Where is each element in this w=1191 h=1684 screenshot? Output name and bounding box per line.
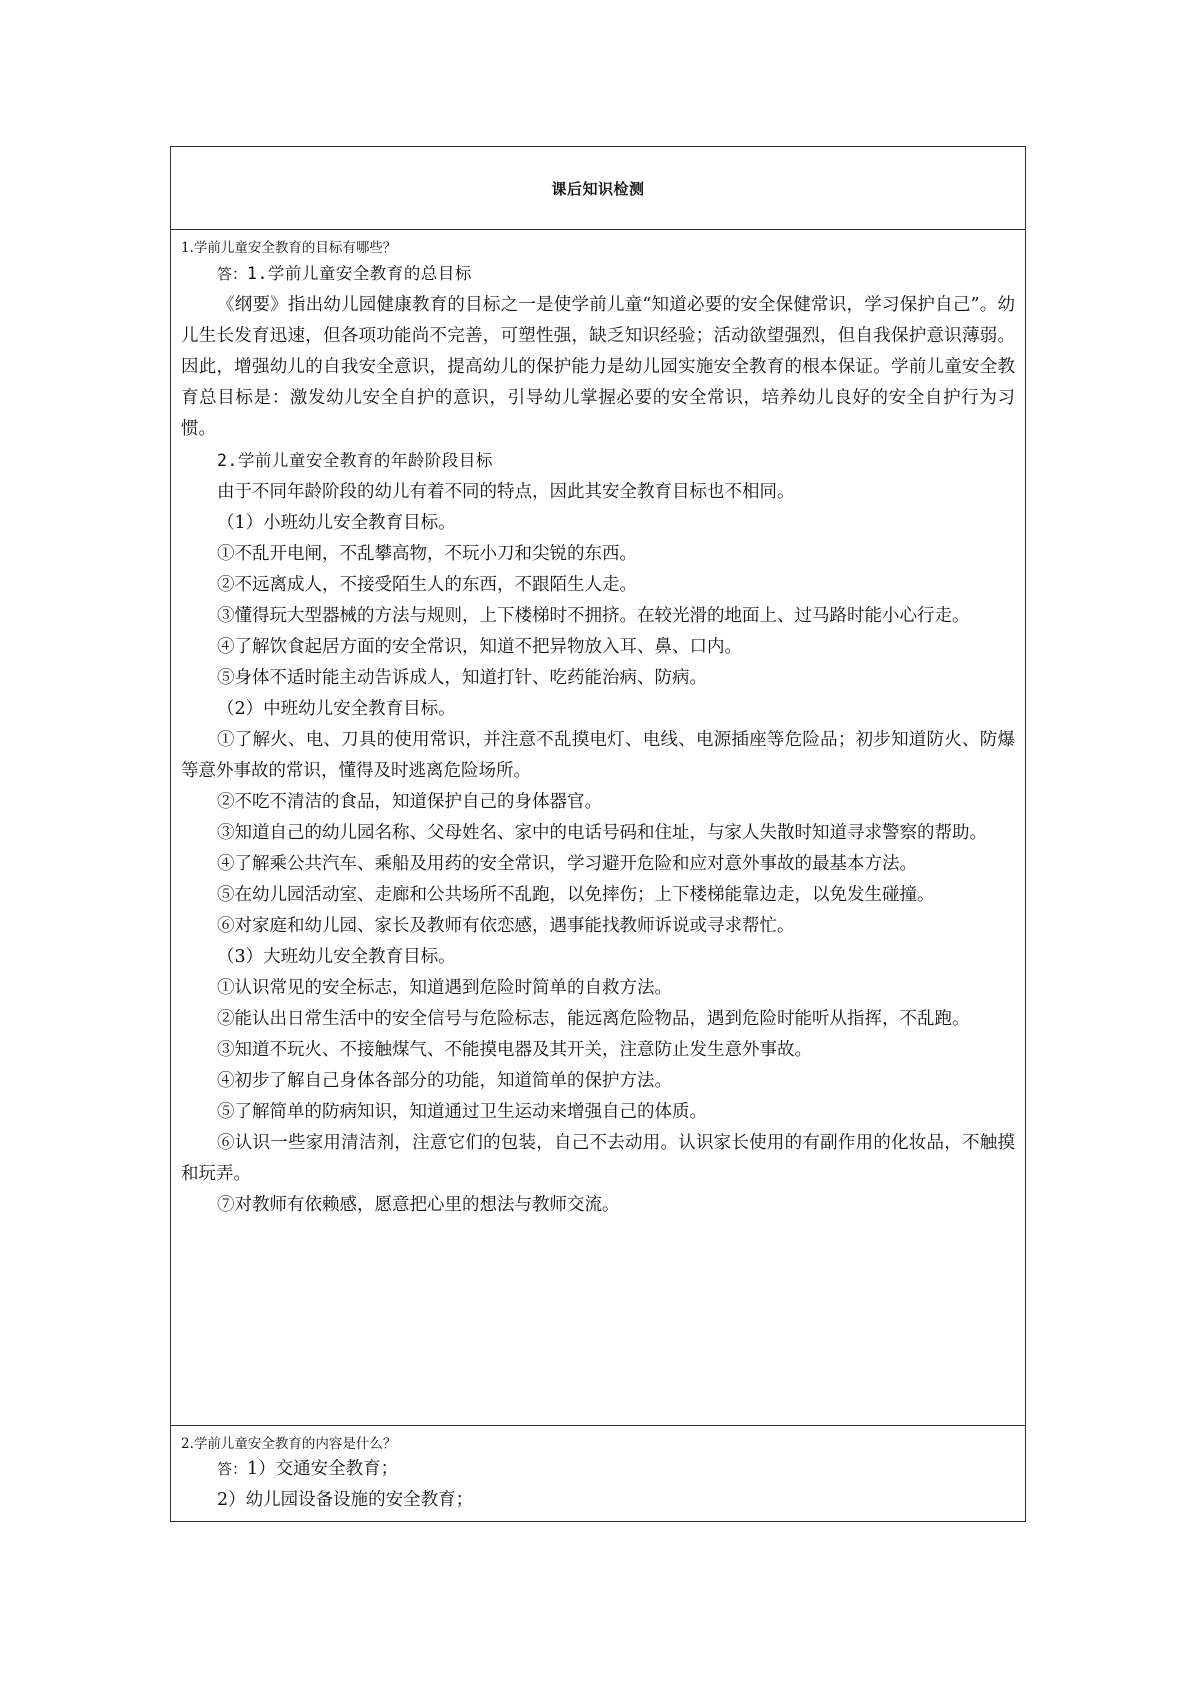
list-item: ⑤身体不适时能主动告诉成人，知道打针、吃药能治病、防病。 <box>217 668 707 688</box>
question2-text: 2.学前儿童安全教育的内容是什么？ <box>181 1436 397 1452</box>
section2-title: 2.学前儿童安全教育的年龄阶段目标 <box>217 451 493 470</box>
list-item: ②不吃不清洁的食品，知道保护自己的身体器官。 <box>217 792 602 812</box>
list-item: ⑥认识一些家用清洁剂，注意它们的包装，自己不去动用。认识家长使用的有副作用的化妆品，不触摸和玩弄。 <box>181 1133 1015 1184</box>
list-item: ⑦对教师有依赖感，愿意把心里的想法与教师交流。 <box>217 1195 620 1215</box>
table-title-row <box>171 147 1025 230</box>
question2-cell <box>171 1426 1025 1523</box>
large-class-title: （3）大班幼儿安全教育目标。 <box>217 947 456 967</box>
section1-title: 1.学前儿童安全教育的总目标 <box>247 264 472 283</box>
question1-text: 1.学前儿童安全教育的目标有哪些？ <box>181 240 397 256</box>
answer-prefix: 答： <box>217 265 248 283</box>
list-item: ①认识常见的安全标志，知道遇到危险时简单的自救方法。 <box>217 978 672 998</box>
small-class-title: （1）小班幼儿安全教育目标。 <box>217 513 456 533</box>
list-item: ④了解饮食起居方面的安全常识，知道不把异物放入耳、鼻、口内。 <box>217 637 742 657</box>
list-item: ⑥对家庭和幼儿园、家长及教师有依恋感，遇事能找教师诉说或寻求帮忙。 <box>217 916 795 936</box>
list-item: ⑤在幼儿园活动室、走廊和公共场所不乱跑，以免摔伤；上下楼梯能靠边走，以免发生碰撞。 <box>217 885 935 905</box>
list-item: 1）交通安全教育； <box>247 1459 399 1479</box>
middle-class-title: （2）中班幼儿安全教育目标。 <box>217 699 456 719</box>
section2-intro: 由于不同年龄阶段的幼儿有着不同的特点，因此其安全教育目标也不相同。 <box>217 482 795 502</box>
list-item: ①不乱开电闸，不乱攀高物，不玩小刀和尖锐的东西。 <box>217 544 637 564</box>
list-item: ②能认出日常生活中的安全信号与危险标志，能远离危险物品，遇到危险时能听从指挥，不乱跑。 <box>217 1009 970 1029</box>
table-title: 课后知识检测 <box>551 179 645 198</box>
list-item: ③知道不玩火、不接触煤气、不能摸电器及其开关，注意防止发生意外事故。 <box>217 1040 812 1060</box>
answer-prefix: 答： <box>217 1460 248 1478</box>
list-item: ③知道自己的幼儿园名称、父母姓名、家中的电话号码和住址，与家人失散时知道寻求警察的帮助。 <box>217 823 987 843</box>
question1-cell <box>171 230 1025 1426</box>
knowledge-check-table <box>170 146 1026 1522</box>
list-item: ⑤了解简单的防病知识，知道通过卫生运动来增强自己的体质。 <box>217 1102 707 1122</box>
question2-answer-line <box>181 1454 1015 1485</box>
list-item: ③懂得玩大型器械的方法与规则，上下楼梯时不拥挤。在较光滑的地面上、过马路时能小心行走。 <box>217 606 970 626</box>
section2-title-line <box>181 445 1015 477</box>
list-item: 2）幼儿园设备设施的安全教育； <box>217 1490 474 1510</box>
list-item: ④初步了解自己身体各部分的功能，知道简单的保护方法。 <box>217 1071 672 1091</box>
list-item: ②不远离成人，不接受陌生人的东西，不跟陌生人走。 <box>217 575 637 595</box>
question1-answer-heading <box>181 258 1015 290</box>
list-item: ④了解乘公共汽车、乘船及用药的安全常识，学习避开危险和应对意外事故的最基本方法。 <box>217 854 917 874</box>
list-item: ①了解火、电、刀具的使用常识，并注意不乱摸电灯、电线、电源插座等危险品；初步知道防火、防爆等意外事故的常识，懂得及时逃离危险场所。 <box>181 730 1015 781</box>
section1-paragraph: 《纲要》指出幼儿园健康教育的目标之一是使学前儿童“知道必要的安全保健常识，学习保护自己”。幼儿生长发育迅速，但各项功能尚不完善，可塑性强，缺乏知识经验；活动欲望强烈，但自我保护意识薄弱。因此，增强幼儿的自我安全意识，提高幼儿的保护能力是幼儿园实施安全教育的根本保证。学前儿童安全教育总目标是：激发幼儿安全自护的意识，引导幼儿掌握必要的安全常识，培养幼儿良好的安全自护行为习惯。 <box>181 295 1015 439</box>
